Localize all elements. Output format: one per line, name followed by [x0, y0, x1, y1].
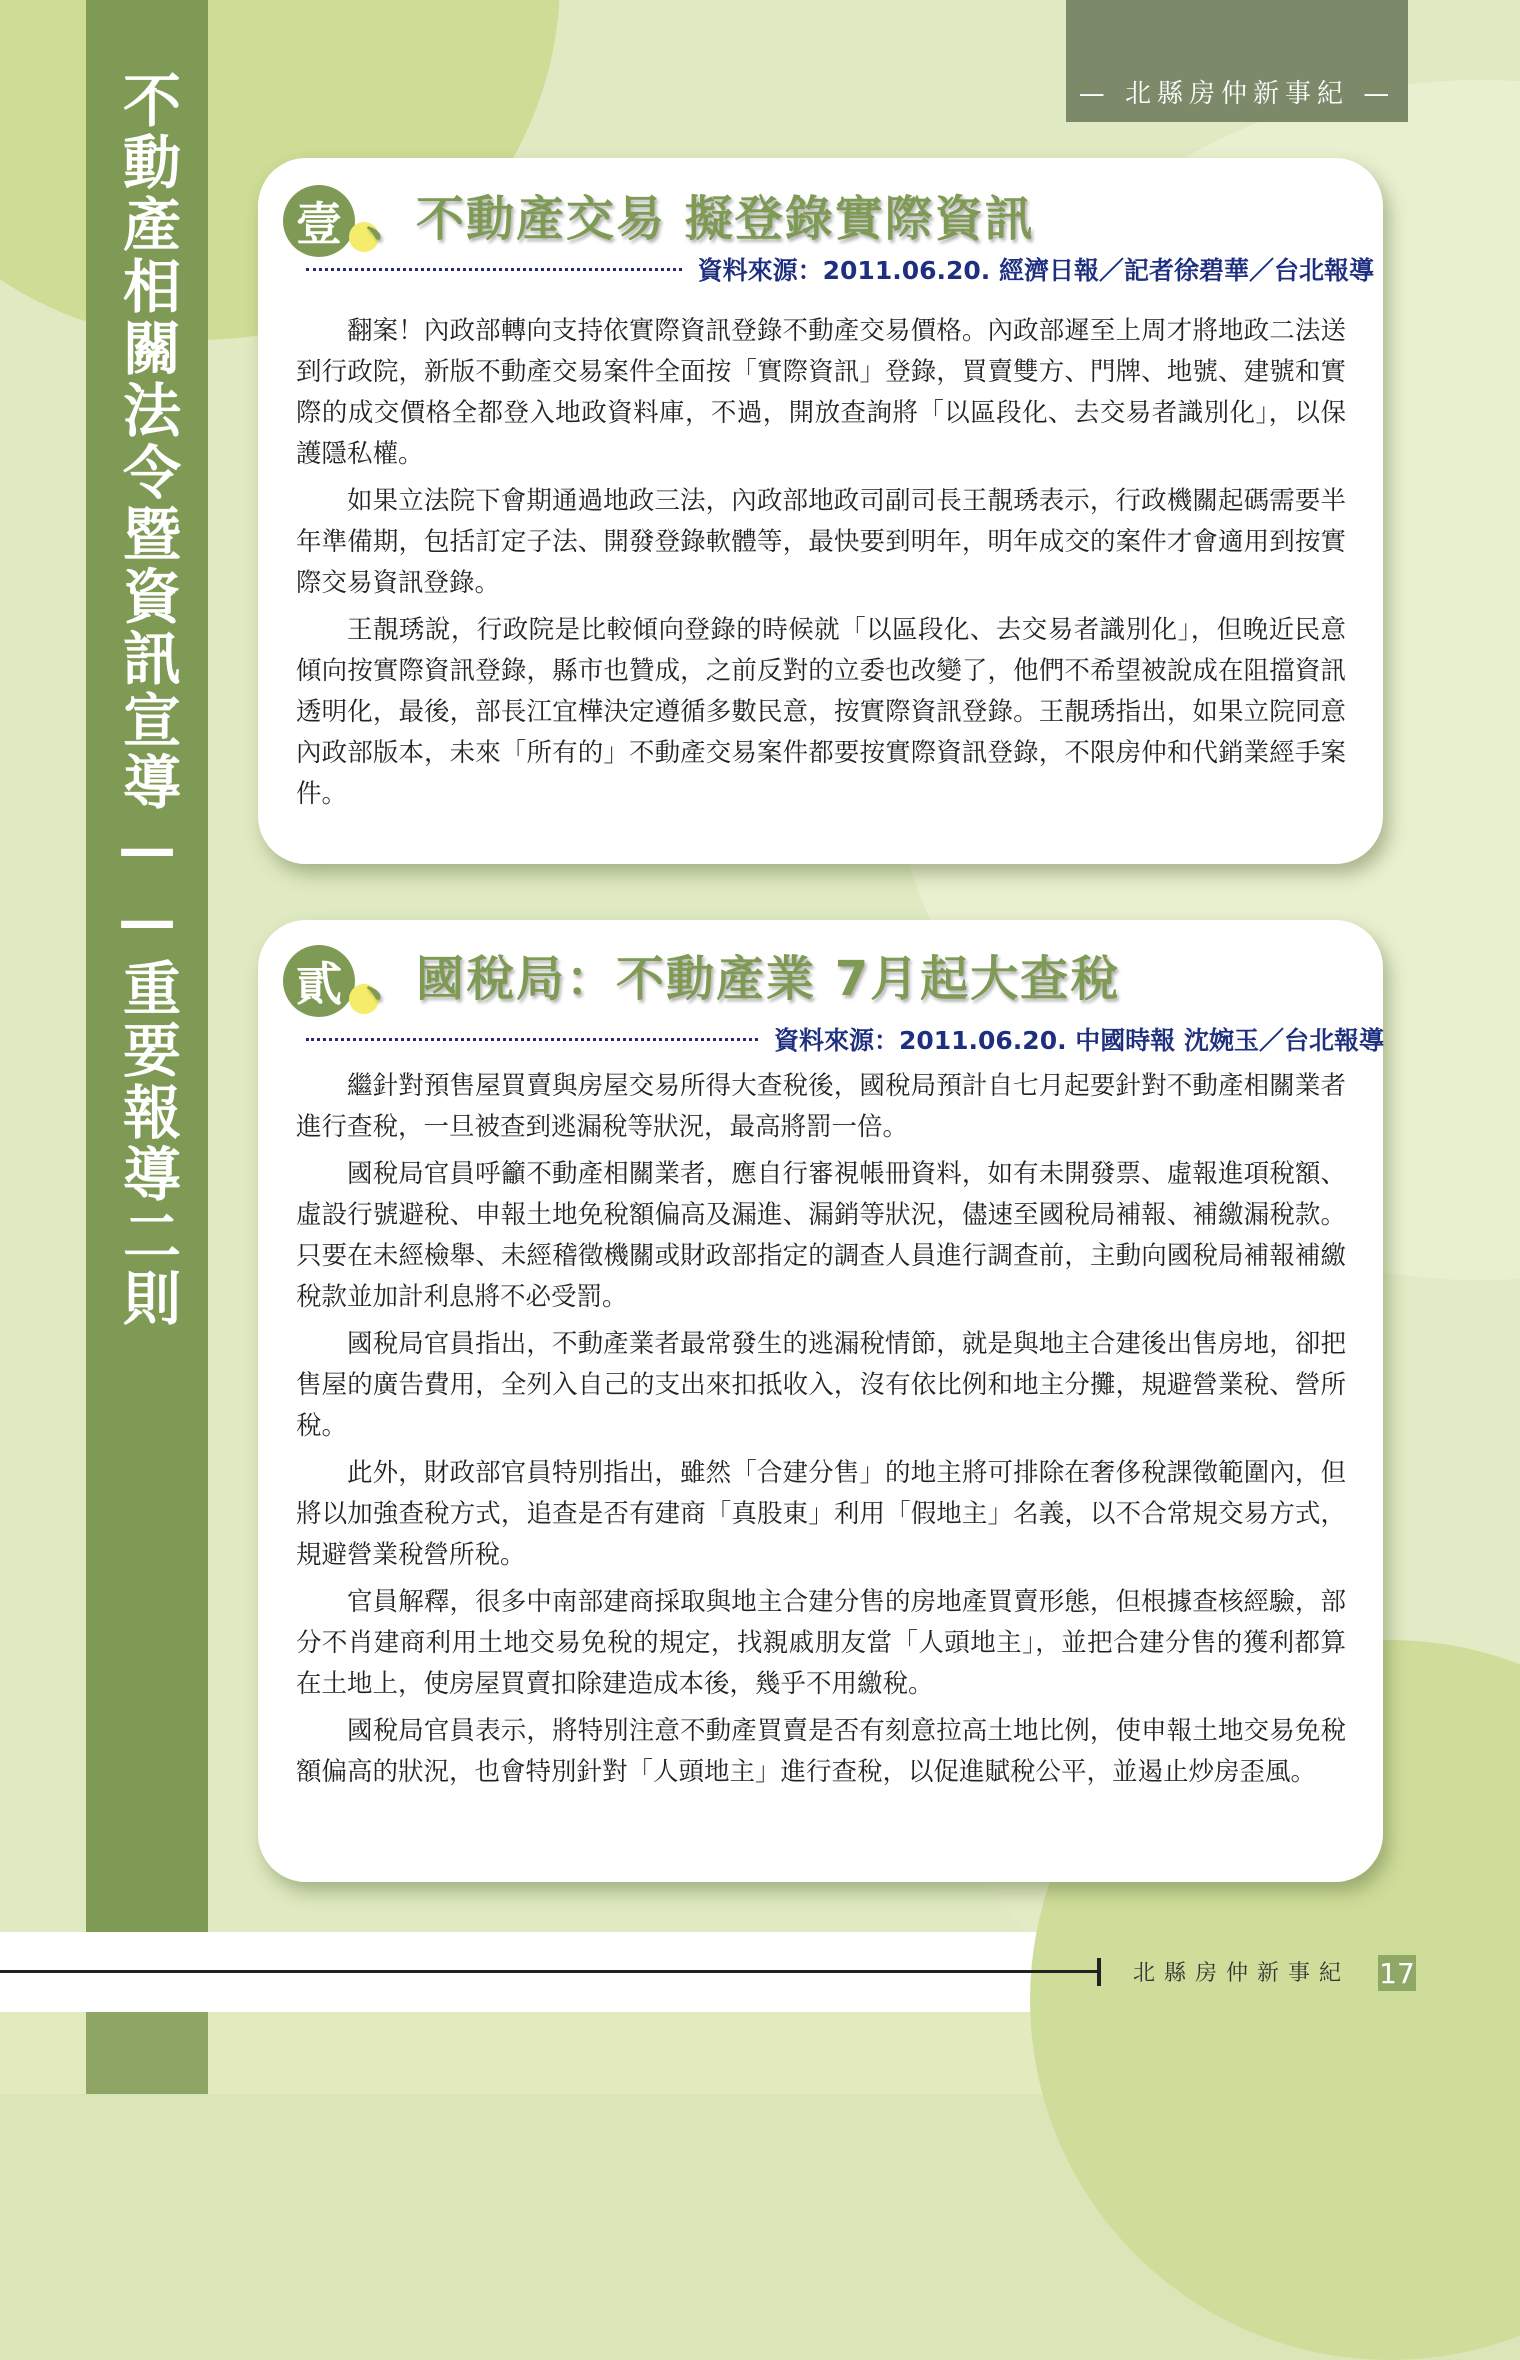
sidebar-title: 不動產相關法令暨資訊宣導——重要報導二則 [113, 70, 181, 1330]
footer-tick [1097, 1958, 1101, 1986]
article-source [306, 1022, 1384, 1056]
paragraph: 翻案！內政部轉向支持依實際資訊登錄不動產交易價格。內政部遲至上周才將地政二法送到行政院，新版不動產交易案件全面按「實際資訊」登錄，買賣雙方、門牌、地號、建號和實際的成交價格全都登入地政資料庫，不過，開放查詢將「以區段化、去交易者識別化」，以保護隱私權。 [296, 316, 1346, 469]
article-body [296, 311, 1346, 821]
article-title: 、不動產交易 擬登錄實際資訊 [366, 191, 1035, 247]
paragraph: 國稅局官員指出，不動產業者最常發生的逃漏稅情節，就是與地主合建後出售房地，卻把售屋的廣告費用，全列入自己的支出來扣抵收入，沒有依比例和地主分攤，規避營業稅、營所稅。 [296, 1329, 1346, 1441]
article-number-badge: 貳 [283, 945, 355, 1017]
source-text: 資料來源：2011.06.20. 中國時報 沈婉玉／台北報導 [773, 1026, 1384, 1055]
sidebar-stripe-bottom [86, 2012, 208, 2094]
dotted-leader [306, 268, 682, 271]
header-tab: — 北縣房仲新事紀 — [1066, 0, 1408, 122]
paragraph: 王靚琇說，行政院是比較傾向登錄的時候就「以區段化、去交易者識別化」，但晚近民意傾向按實際資訊登錄，縣市也贊成，之前反對的立委也改變了，他們不希望被說成在阻擋資訊透明化，最後，部長江宜樺決定遵循多數民意，按實際資訊登錄。王靚琇指出，如果立院同意內政部版本，未來「所有的」不動產交易案件都要按實際資訊登錄，不限房仲和代銷業經手案件。 [296, 615, 1346, 809]
paragraph: 國稅局官員表示，將特別注意不動產買賣是否有刻意拉高土地比例，使申報土地交易免稅額偏高的狀況，也會特別針對「人頭地主」進行查稅，以促進賦稅公平，並遏止炒房歪風。 [296, 1716, 1346, 1787]
article-body [296, 1066, 1346, 1799]
article-source [306, 252, 1374, 286]
paragraph: 官員解釋，很多中南部建商採取與地主合建分售的房地產買賣形態，但根據查核經驗，部分不肖建商利用土地交易免稅的規定，找親戚朋友當「人頭地主」，並把合建分售的獲利都算在土地上，使房屋買賣扣除建造成本後，幾乎不用繳稅。 [296, 1587, 1346, 1699]
dotted-leader [306, 1038, 758, 1041]
paragraph: 此外，財政部官員特別指出，雖然「合建分售」的地主將可排除在奢侈稅課徵範圍內，但將以加強查稅方式，追查是否有建商「真股東」利用「假地主」名義，以不合常規交易方式，規避營業稅營所稅。 [296, 1458, 1346, 1570]
paragraph: 如果立法院下會期通過地政三法，內政部地政司副司長王靚琇表示，行政機關起碼需要半年準備期，包括訂定子法、開發登錄軟體等，最快要到明年，明年成交的案件才會適用到按實際交易資訊登錄。 [296, 486, 1346, 598]
footer-rule [0, 1970, 1098, 1973]
paragraph: 國稅局官員呼籲不動產相關業者，應自行審視帳冊資料，如有未開發票、虛報進項稅額、虛設行號避稅、申報土地免稅額偏高及漏進、漏銷等狀況，儘速至國稅局補報、補繳漏稅款。只要在未經檢舉、未經稽徵機關或財政部指定的調查人員進行調查前，主動向國稅局補報補繳稅款並加計利息將不必受罰。 [296, 1159, 1346, 1312]
article-title: 、國稅局：不動產業 7月起大查稅 [366, 951, 1121, 1007]
article-number-badge: 壹 [283, 185, 355, 257]
footer-label: 北縣房仲新事紀 [1133, 1961, 1351, 1986]
paragraph: 繼針對預售屋買賣與房屋交易所得大查稅後，國稅局預計自七月起要針對不動產相關業者進行查稅，一旦被查到逃漏稅等狀況，最高將罰一倍。 [296, 1071, 1346, 1142]
source-text: 資料來源：2011.06.20. 經濟日報／記者徐碧華／台北報導 [697, 256, 1374, 285]
page-number: 17 [1379, 1956, 1415, 1990]
